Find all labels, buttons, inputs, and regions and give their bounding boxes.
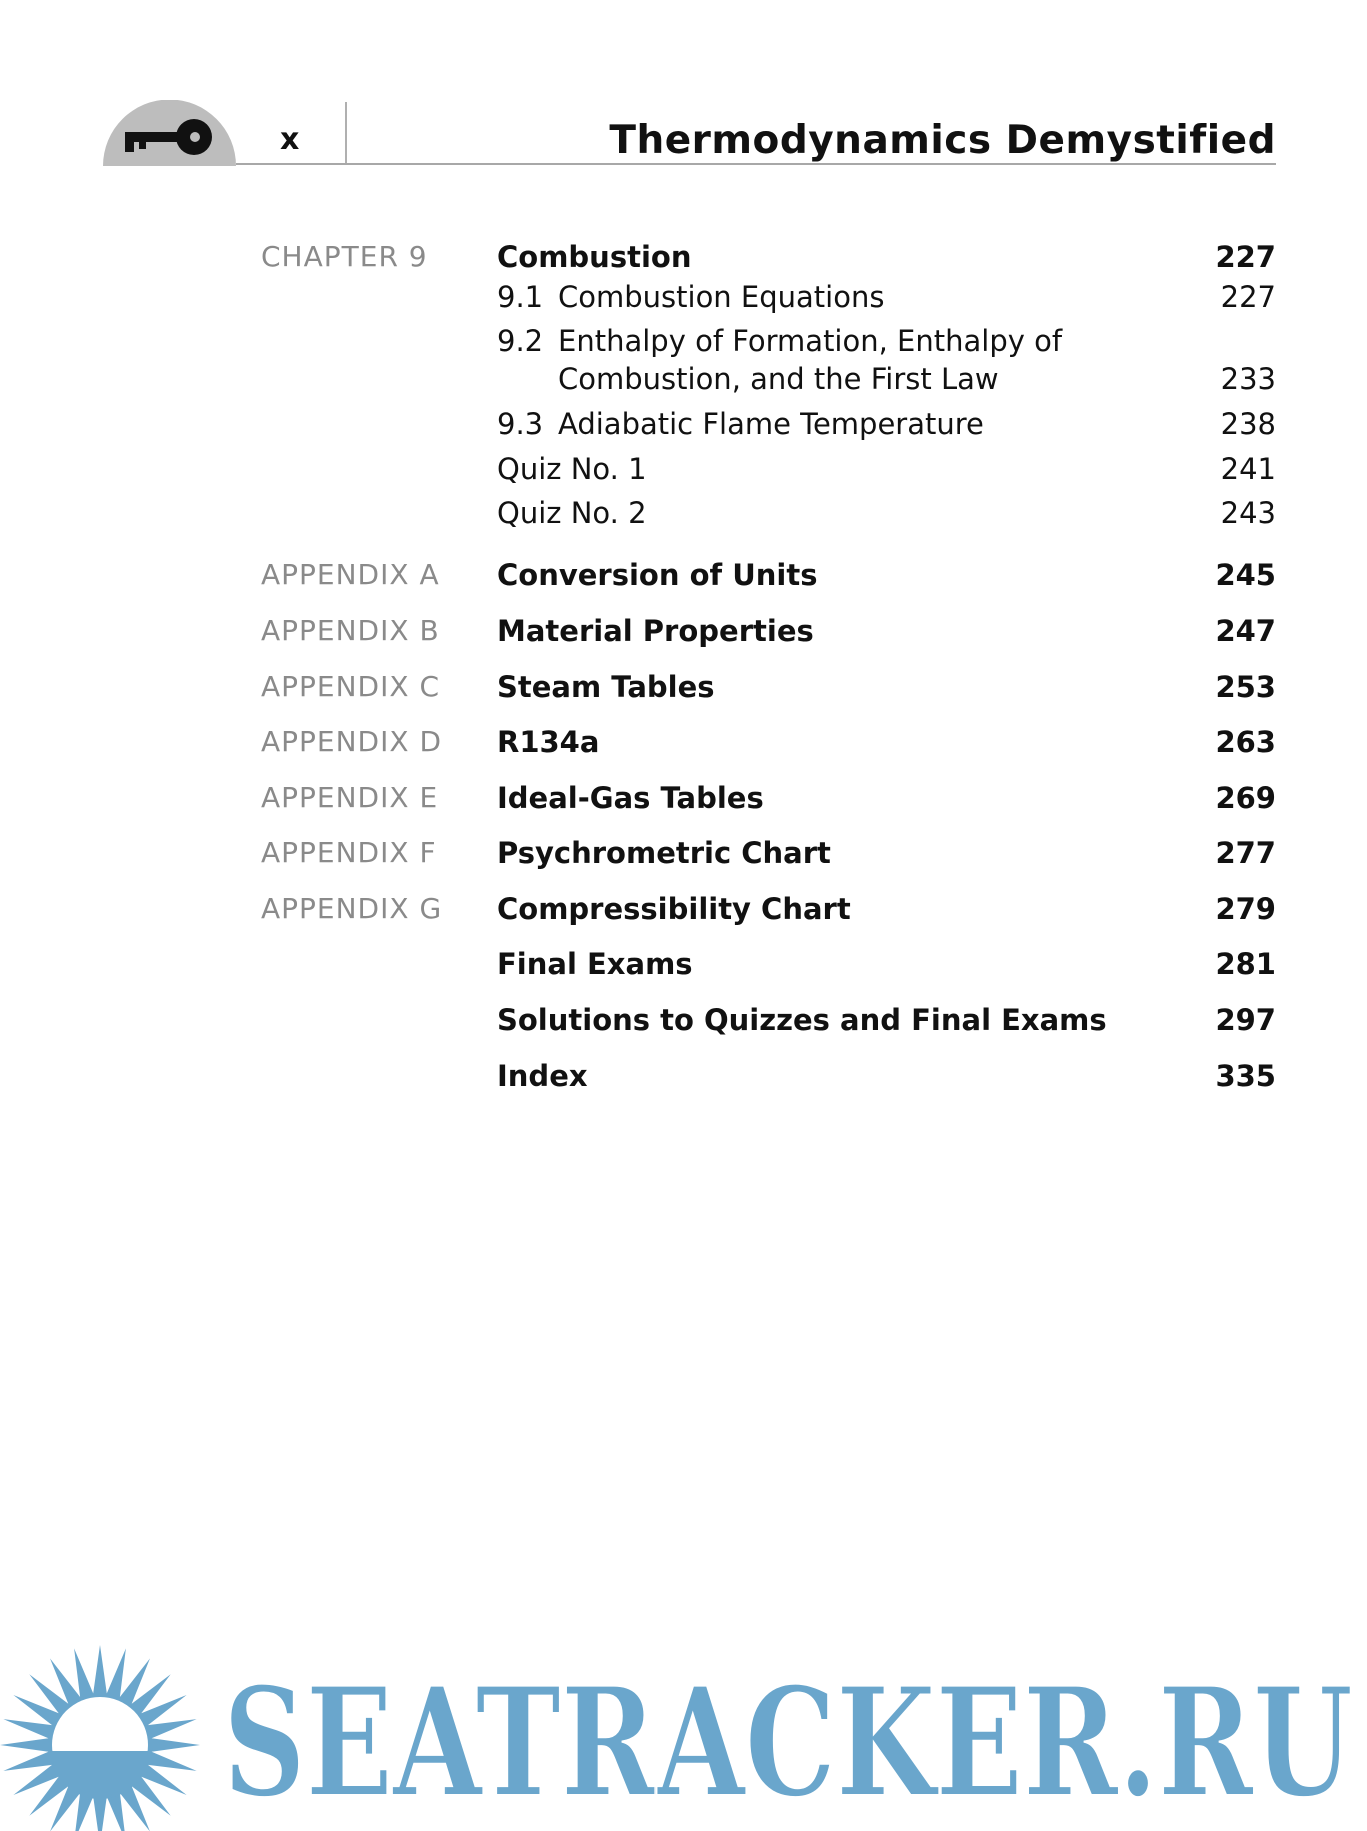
- section-number: 9.3: [497, 407, 544, 441]
- back-matter-page: 281: [1215, 947, 1276, 981]
- section-number: 9.2: [497, 324, 544, 358]
- book-title: Thermodynamics Demystified: [609, 118, 1276, 163]
- page-number: x: [280, 122, 300, 157]
- back-matter-title[interactable]: Final Exams: [497, 947, 693, 981]
- key-icon: [103, 100, 236, 166]
- appendix-label: APPENDIX E: [261, 781, 439, 814]
- appendix-title[interactable]: Psychrometric Chart: [497, 836, 831, 870]
- quiz-page: 241: [1220, 452, 1276, 486]
- back-matter-title[interactable]: Solutions to Quizzes and Final Exams: [497, 1003, 1107, 1037]
- section-title[interactable]: Adiabatic Flame Temperature: [558, 407, 984, 441]
- chapter-label: CHAPTER 9: [261, 240, 428, 273]
- watermark-text: SEATRACKER.RU: [223, 1655, 1353, 1831]
- back-matter-page: 335: [1215, 1059, 1276, 1093]
- section-title[interactable]: Combustion Equations: [558, 280, 885, 314]
- appendix-page: 247: [1215, 614, 1276, 648]
- section-title[interactable]: Enthalpy of Formation, Enthalpy of: [558, 324, 1063, 358]
- appendix-page: 279: [1215, 892, 1276, 926]
- appendix-label: APPENDIX G: [261, 892, 443, 925]
- section-page: 238: [1220, 407, 1276, 441]
- watermark: [0, 1640, 1367, 1831]
- appendix-title[interactable]: Material Properties: [497, 614, 814, 648]
- quiz-title[interactable]: Quiz No. 1: [497, 452, 647, 486]
- chapter-page: 227: [1215, 240, 1276, 274]
- quiz-title[interactable]: Quiz No. 2: [497, 496, 647, 530]
- section-page: 233: [1220, 362, 1276, 396]
- back-matter-title[interactable]: Index: [497, 1059, 588, 1093]
- appendix-label: APPENDIX F: [261, 836, 437, 869]
- section-page: 227: [1220, 280, 1276, 314]
- page-header: [0, 0, 1367, 170]
- appendix-page: 263: [1215, 725, 1276, 759]
- section-title-continued[interactable]: Combustion, and the First Law: [558, 362, 999, 396]
- back-matter-page: 297: [1215, 1003, 1276, 1037]
- appendix-page: 269: [1215, 781, 1276, 815]
- section-number: 9.1: [497, 280, 544, 314]
- appendix-title[interactable]: Compressibility Chart: [497, 892, 851, 926]
- header-rule: [236, 163, 1276, 165]
- appendix-label: APPENDIX D: [261, 725, 443, 758]
- appendix-title[interactable]: Steam Tables: [497, 670, 715, 704]
- sun-icon: [0, 1645, 200, 1831]
- appendix-title[interactable]: Conversion of Units: [497, 558, 818, 592]
- appendix-label: APPENDIX B: [261, 614, 440, 647]
- appendix-title[interactable]: R134a: [497, 725, 600, 759]
- chapter-title[interactable]: Combustion: [497, 240, 692, 274]
- appendix-label: APPENDIX A: [261, 558, 440, 591]
- quiz-page: 243: [1220, 496, 1276, 530]
- appendix-page: 245: [1215, 558, 1276, 592]
- appendix-title[interactable]: Ideal-Gas Tables: [497, 781, 764, 815]
- appendix-page: 253: [1215, 670, 1276, 704]
- header-divider: [345, 102, 347, 164]
- appendix-page: 277: [1215, 836, 1276, 870]
- appendix-label: APPENDIX C: [261, 670, 441, 703]
